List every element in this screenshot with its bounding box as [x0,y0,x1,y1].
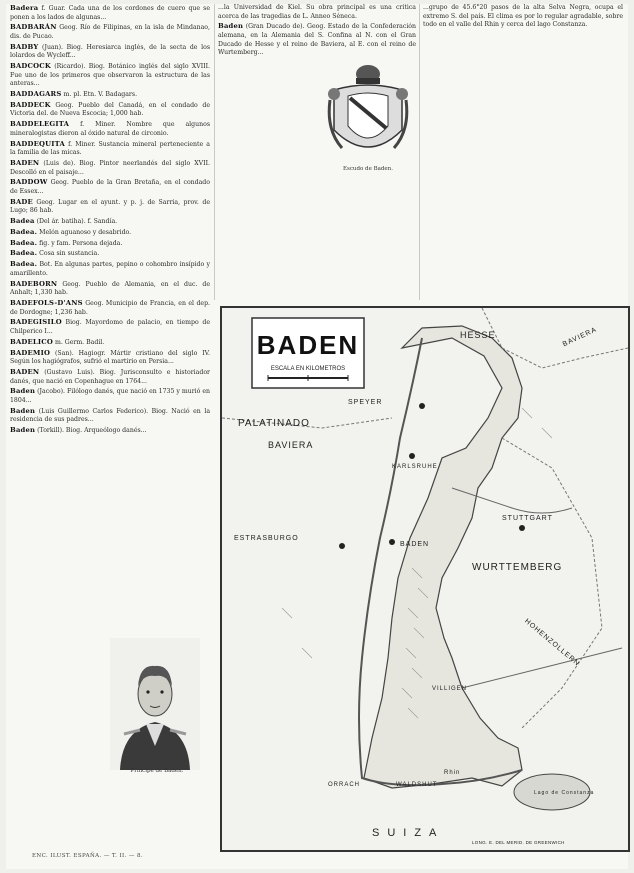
entry-text: (Juan). Biog. Heresiarca inglés, de la secta de los lolardos de Wycleff... [10,43,210,60]
page-footer: ENC. ILUST. ESPAÑA. — T. II. — 8. [32,853,143,859]
entry-text: (Luis Guillermo Carlos Federico). Biog. Nació en la residencia de sus padres... [10,407,210,424]
dictionary-entry [10,178,210,196]
dictionary-entry [10,43,210,61]
entry-headword: BADEBORN [10,279,58,288]
entry-text: Geog. Pueblo de la Gran Bretaña, en el condado de Essex... [10,179,210,195]
dictionary-entry [423,4,623,30]
label-hohenzollern: HOHENZOLLERN [523,617,581,668]
entry-text: (Del ár. batiha). f. Sandía. [36,218,118,226]
portrait-caption: Príncipe de Baden. [130,768,184,774]
entry-headword: BADE [10,197,33,206]
entry-headword: BADEMIO [10,348,51,357]
label-speyer: SPEYER [348,399,383,406]
label-baviera-ne: BAVIERA [561,326,599,349]
map-svg [222,308,628,850]
entry-text: Geog. Municipio de Francia, en el dep. de Dordogne; 1,236 hab. [10,300,210,316]
label-suiza: SUIZA [372,827,445,839]
entry-text: (Gustavo Luis). Biog. Jurisconsulto e historiador danés, que nació en Copenhague en 1764... [10,368,210,385]
entry-text: (Torkill). Biog. Arqueólogo danés... [37,427,147,435]
dictionary-entry [10,426,210,436]
entry-text: (Ricardo). Biog. Botánico inglés del siglo XVIII. Fue uno de los primeros que observaron la estructura de las anteras... [10,63,210,88]
column-divider [214,4,215,300]
entry-headword: BADDELEGITA [10,120,70,129]
entry-text: f. Miner. Nombre que algunos mineralogistas dieron al óxido natural de circonio. [10,121,210,137]
entry-headword: Badea [10,217,35,226]
dictionary-entry [10,260,210,278]
shield-caption: Escudo de Baden. [343,166,393,172]
dictionary-entry [10,228,210,238]
city-marker-speyer [419,403,425,409]
label-palatinado: PALATINADO [238,418,310,429]
entry-headword: Badea. [10,260,38,269]
entry-text: ...grupo de 45.6°20 pasos de la alta Selva Negra, ocupa el extremo S. del país. El clima es por lo regular agradable, sobre todo en el valle del Rhin y cerca del lago Constanza. [423,4,623,29]
city-marker-baden [389,539,395,545]
entry-text: ...la Universidad de Kiel. Su obra principal es una crítica acerca de las tragedias de L. Anneo Séneca. [218,4,416,20]
dictionary-entry [10,299,210,317]
label-villigen: VILLIGEN [432,686,468,692]
portrait-illustration [110,638,200,770]
entry-headword: Badea. [10,227,38,236]
column-right [423,4,623,300]
entry-headword: Badea. [10,249,38,258]
dictionary-entry [10,387,210,405]
entry-headword: Badera [10,4,39,12]
dictionary-entry [10,90,210,100]
entry-text: Geog. Río de Filipinas, en la isla de Mindanao, dis. de Pucao. [10,24,210,40]
entry-headword: BADBARÁN [10,23,57,32]
label-orrach: ORRACH [328,782,361,788]
dictionary-entry [10,4,210,22]
entry-headword: BADDOW [10,178,48,187]
dictionary-entry [218,22,416,57]
map-title: BADEN [256,330,360,360]
dictionary-entry [10,23,210,41]
dictionary-entry [10,120,210,138]
entry-headword: Baden [10,426,36,435]
entry-text: Geog. Lugar en el ayunt. y p. j. de Sarria, prov. de Lugo; 86 hab. [10,198,210,215]
label-stuttgart: STUTTGART [502,515,553,522]
dictionary-entry [10,338,210,348]
entry-text: Geog. Pueblo de Alemania, en el duc. de Anhalt; 1,330 hab. [10,280,210,297]
document-page [6,4,628,869]
column-divider [419,4,420,300]
entry-text: m. Germ. Badil. [54,338,105,346]
label-wurttemberg: WURTTEMBERG [472,562,563,573]
entry-text: f. Miner. Sustancia mineral perteneciente a la familia de las micas. [10,140,210,157]
entry-text: Biog. Mayordomo de palacio, en tiempo de Chilperico I... [10,319,210,335]
entry-text: (San). Hagiogr. Mártir cristiano del siglo IV. Según los hagiógrafos, sufrió el martirio en Persia... [10,349,210,366]
entry-text: f. Guar. Cada una de los cordones de cuero que se ponen a los lados de algunas... [10,5,210,21]
label-baviera-w: BAVIERA [268,440,314,450]
dictionary-entry [10,62,210,89]
city-marker-stuttgart [519,525,525,531]
entry-text: m. pl. Etn. V. Badagars. [63,91,138,99]
entry-headword: Baden [218,22,244,31]
entry-headword: Baden [10,387,36,396]
coat-of-arms-illustration [324,60,412,170]
entry-headword: BADEN [10,367,40,376]
entry-headword: Baden [10,406,36,415]
label-rhin: Rhin [444,770,461,776]
entry-text: (Luis de). Biog. Pintor neerlandés del siglo XVII. Descolló en el paisaje... [10,160,210,176]
dictionary-entry [218,4,416,21]
label-estrasburgo: ESTRASBURGO [234,535,299,542]
city-marker-karlsruhe [409,453,415,459]
entry-text: Geog. Pueblo del Canadá, en el condado de Victoria del. de Nueva Escocia; 1,000 hab. [10,101,210,118]
dictionary-entry [10,280,210,298]
dictionary-entry [10,159,210,177]
label-baden-city: BADEN [400,541,430,548]
label-hesse: HESSE [460,330,496,340]
dictionary-entry [10,249,210,259]
dictionary-entry [10,407,210,425]
label-lago: Lago de Constanza [534,790,595,796]
dictionary-entry [10,217,210,227]
dictionary-entry [10,101,210,119]
entry-text: Cosa sin sustancia. [39,250,100,258]
entry-headword: BADEFOLS-D'ANS [10,299,83,307]
entry-text: (Gran Ducado de). Geog. Estado de la Confederación alemana, en la Alemania del S. Confina al N. con el Gran Ducado de Hesse y el reino de Baviera, al E. con el reino de Wurtemberg... [218,23,416,57]
dictionary-entry [10,349,210,367]
label-karlsruhe: KARLSRUHE [392,464,438,470]
entry-headword: BADEGISILO [10,318,62,327]
entry-text: fig. y fam. Persona dejada. [39,239,123,247]
entry-headword: BADBY [10,42,39,51]
dictionary-entry [10,239,210,249]
dictionary-entry [10,368,210,386]
entry-headword: BADELICO [10,337,53,346]
dictionary-entry [10,140,210,158]
label-waldshut: WALDSHUT [396,782,438,788]
entry-headword: BADDECK [10,100,51,109]
entry-headword: BADCOCK [10,62,51,71]
map-footnote: LONG. E. DEL MERID. DE GREENWICH [472,840,565,845]
entry-text: Bot. En algunas partes, pepino o cohombro insípido y amarillento. [10,261,210,277]
dictionary-entry [10,198,210,216]
entry-text: Melón aguanoso y desabrido. [39,228,132,236]
dictionary-entry [10,318,210,336]
entry-headword: BADDAGARS [10,90,62,99]
map-of-baden [220,306,630,852]
city-marker-estrasburgo [339,543,345,549]
entry-headword: BADDEQUITA [10,139,65,148]
entry-headword: Badea. [10,238,38,247]
map-scale-label: ESCALA EN KILOMETROS [270,366,346,372]
entry-text: (Jacobo). Filólogo danés, que nació en 1735 y murió en 1804... [10,388,210,404]
entry-headword: BADEN [10,159,40,167]
